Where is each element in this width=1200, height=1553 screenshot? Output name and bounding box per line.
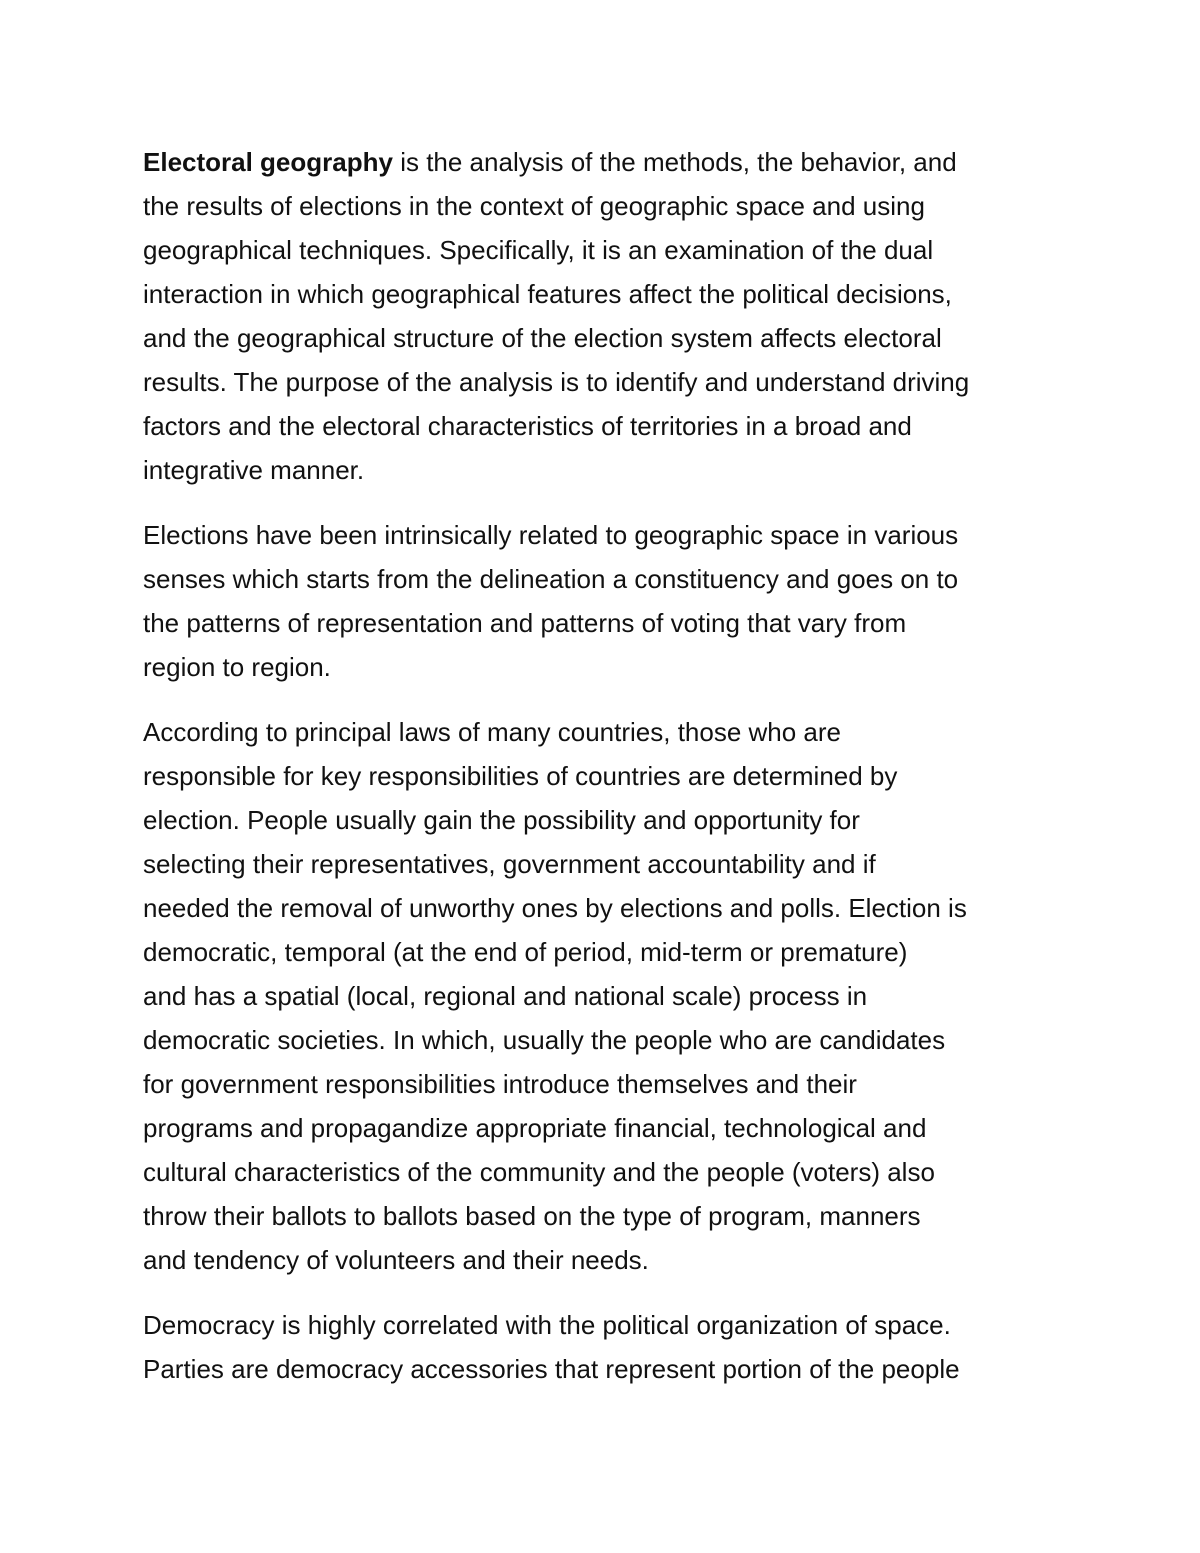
text-line: Democracy is highly correlated with the political organization of space.	[143, 1310, 951, 1340]
text-line: responsible for key responsibilities of countries are determined by	[143, 761, 898, 791]
text-line: interaction in which geographical features affect the political decisions,	[143, 279, 952, 309]
text-line: geographical techniques. Specifically, it is an examination of the dual	[143, 235, 934, 265]
text-line: factors and the electoral characteristics of territories in a broad and	[143, 411, 912, 441]
text-line: needed the removal of unworthy ones by elections and polls. Election is	[143, 893, 967, 923]
text-line: selecting their representatives, government accountability and if	[143, 849, 876, 879]
text-line: programs and propagandize appropriate financial, technological and	[143, 1113, 927, 1143]
text-line: senses which starts from the delineation a constituency and goes on to	[143, 564, 959, 594]
text-line: and tendency of volunteers and their needs.	[143, 1245, 649, 1275]
text-line: and the geographical structure of the election system affects electoral	[143, 323, 942, 353]
text-line: and has a spatial (local, regional and national scale) process in	[143, 981, 868, 1011]
text-line: for government responsibilities introduce themselves and their	[143, 1069, 857, 1099]
paragraph-elections-space	[143, 513, 1073, 689]
paragraph-principal-laws	[143, 710, 1073, 1282]
text-line: throw their ballots to ballots based on the type of program, manners	[143, 1201, 921, 1231]
text-line	[143, 140, 1073, 184]
text-line: Elections have been intrinsically related to geographic space in various	[143, 520, 959, 550]
text-line: region to region.	[143, 652, 331, 682]
text-line: the results of elections in the context of geographic space and using	[143, 191, 925, 221]
text-line: the patterns of representation and patterns of voting that vary from	[143, 608, 907, 638]
text-line: Parties are democracy accessories that represent portion of the people	[143, 1354, 960, 1384]
document-body	[143, 140, 1073, 1412]
paragraph-democracy	[143, 1303, 1073, 1391]
text-line: democratic, temporal (at the end of period, mid-term or premature)	[143, 937, 908, 967]
text-line: democratic societies. In which, usually the people who are candidates	[143, 1025, 946, 1055]
text-line: election. People usually gain the possibility and opportunity for	[143, 805, 860, 835]
paragraph-electoral-geography	[143, 140, 1073, 492]
defined-term: Electoral geography	[143, 147, 393, 177]
text-segment: is the analysis of the methods, the behavior, and	[392, 147, 957, 177]
text-line: According to principal laws of many countries, those who are	[143, 717, 842, 747]
text-line: results. The purpose of the analysis is to identify and understand driving	[143, 367, 970, 397]
text-line: integrative manner.	[143, 455, 365, 485]
text-line: cultural characteristics of the community and the people (voters) also	[143, 1157, 935, 1187]
